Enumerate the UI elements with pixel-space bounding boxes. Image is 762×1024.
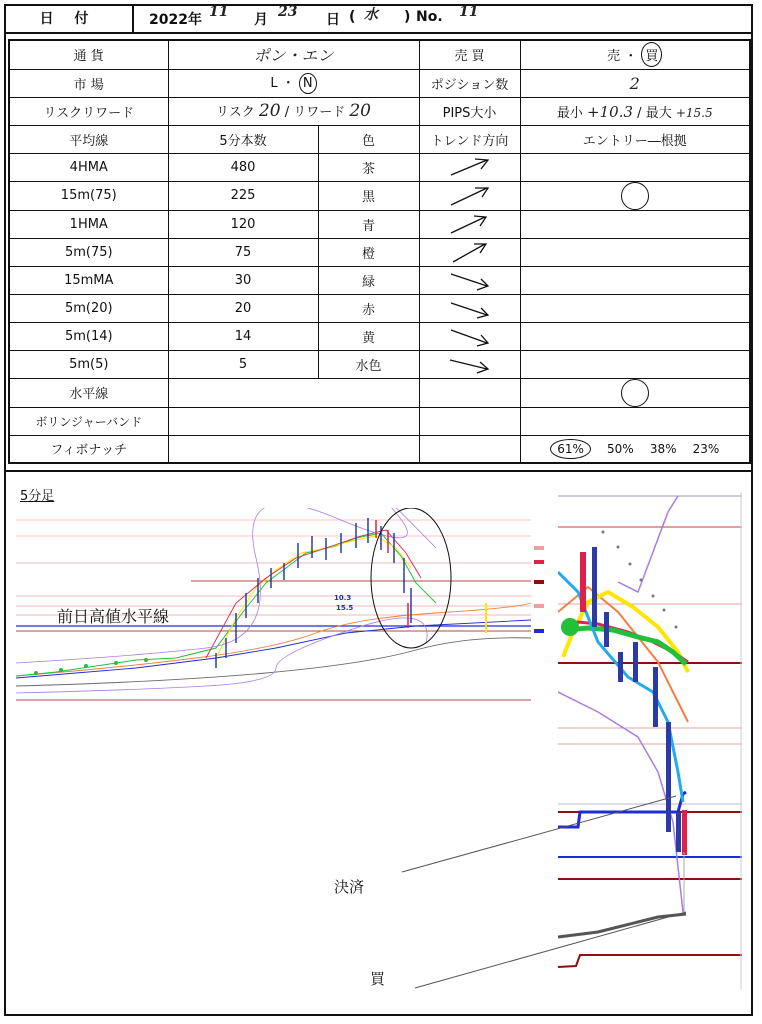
ma-row (9, 266, 750, 294)
fibonacci-row (9, 435, 750, 463)
month-label: 月 (254, 12, 268, 28)
ma-entry (520, 350, 750, 378)
zoom-green-marker (561, 618, 579, 636)
entry-circle-mark (621, 182, 649, 210)
risk-reward-label: リスクリワード (9, 97, 168, 125)
ma-entry (520, 210, 750, 238)
horizontal-trend-empty (419, 378, 520, 407)
ma-entry (520, 294, 750, 322)
ma-name: 5m(5) (9, 350, 168, 378)
position-label: ポジション数 (419, 69, 520, 97)
chart-section-title: 5分足 (20, 489, 55, 504)
ma-color: 水色 (318, 350, 419, 378)
ma-entry (520, 181, 750, 210)
day-label: 日 (326, 12, 340, 28)
weekday-value: 水 (364, 7, 378, 23)
ma-color: 赤 (318, 294, 419, 322)
currency-row (9, 40, 750, 69)
bollinger-empty (168, 407, 419, 435)
trade-cell (520, 40, 750, 69)
year-text: 2022年 (149, 12, 202, 28)
ma-row (9, 294, 750, 322)
ma-row (9, 181, 750, 210)
fib-level-50: 50% (607, 441, 634, 456)
pips-cell (520, 97, 750, 125)
bollinger-row (9, 407, 750, 435)
weekday-open: ( (349, 9, 356, 25)
ma-bars: 75 (168, 238, 318, 266)
ma-trend (419, 210, 520, 238)
ma-row (9, 350, 750, 378)
ma-header-row (9, 125, 750, 153)
ma-name: 4HMA (9, 153, 168, 181)
no-label: No. (416, 9, 443, 25)
ma-bars: 30 (168, 266, 318, 294)
market-n-circled: N (299, 73, 317, 94)
ma-bars: 20 (168, 294, 318, 322)
ma-trend (419, 238, 520, 266)
trend-up-arrow-icon (445, 212, 495, 236)
chart-label-15-5: 15.5 (336, 604, 354, 612)
trend-down-arrow-icon (445, 268, 495, 292)
ma-trend (419, 266, 520, 294)
ma-color: 橙 (318, 238, 419, 266)
position-value: 2 (520, 69, 750, 97)
ma-name: 15mMA (9, 266, 168, 294)
zoomed-chart-image (558, 492, 742, 990)
trade-buy-circled: 買 (641, 42, 662, 67)
ma-name: 5m(75) (9, 238, 168, 266)
ma-color: 緑 (318, 266, 419, 294)
entry-header: エントリー―根拠 (520, 125, 750, 153)
ma-name: 15m(75) (9, 181, 168, 210)
trend-up-arrow-icon (445, 184, 495, 208)
trade-label: 売 買 (419, 40, 520, 69)
ma-row (9, 210, 750, 238)
fib-level-38: 38% (649, 441, 677, 456)
bollinger-trend-empty (419, 407, 520, 435)
reward-label: / リワード (284, 105, 346, 120)
currency-value: ポン・エン (168, 40, 419, 69)
price-scale (531, 508, 546, 718)
ma-color: 黄 (318, 322, 419, 350)
chart-label-10-3: 10.3 (334, 594, 352, 602)
risk-reward-cell (168, 97, 419, 125)
market-l: L (270, 76, 278, 91)
trade-dot: ・ (624, 49, 638, 65)
ma-name: 5m(20) (9, 294, 168, 322)
fibonacci-empty (168, 435, 419, 463)
entry-circle-mark (621, 379, 649, 407)
ma-trend (419, 322, 520, 350)
horizontal-line-row (9, 378, 750, 407)
section-divider (4, 470, 753, 472)
pips-max-value: +15.5 (675, 105, 713, 120)
fib-level-61: 61% (550, 439, 591, 459)
market-label: 市 場 (9, 69, 168, 97)
risk-reward-row (9, 97, 750, 125)
ma-bars: 480 (168, 153, 318, 181)
ma-bars: 225 (168, 181, 318, 210)
ma-bars: 120 (168, 210, 318, 238)
prev-day-high-annotation: 前日高値水平線 (57, 607, 170, 626)
horizontal-empty (168, 378, 419, 407)
ma-color: 青 (318, 210, 419, 238)
ma-name: 5m(14) (9, 322, 168, 350)
ma-color: 黒 (318, 181, 419, 210)
ma-entry (520, 322, 750, 350)
risk-label: リスク (216, 105, 255, 120)
market-row (9, 69, 750, 97)
ma-entry (520, 266, 750, 294)
ma-row (9, 322, 750, 350)
ma-trend (419, 153, 520, 181)
trend-down-arrow-icon (445, 296, 495, 320)
ma-entry (520, 238, 750, 266)
buy-annotation: 買 (370, 970, 386, 988)
date-label: 日 付 (4, 4, 134, 32)
pips-sep: / (637, 105, 642, 121)
trend-header: トレンド方向 (419, 125, 520, 153)
trend-up-arrow-icon (445, 155, 495, 179)
pips-label: PIPS大小 (419, 97, 520, 125)
bollinger-label: ボリンジャーバンド (9, 407, 168, 435)
reward-value: 20 (349, 101, 371, 121)
ma-header: 平均線 (9, 125, 168, 153)
bars-header: 5分本数 (168, 125, 318, 153)
ma-row (9, 238, 750, 266)
trade-table (8, 39, 751, 464)
ma-trend (419, 294, 520, 322)
pips-max-label: 最大 (645, 105, 672, 121)
trend-up-arrow-icon (445, 240, 495, 264)
month-value: 11 (209, 4, 229, 20)
horizontal-label: 水平線 (9, 378, 168, 407)
bollinger-entry (520, 407, 750, 435)
ma-row (9, 153, 750, 181)
horizontal-entry (520, 378, 750, 407)
pips-min-value: +10.3 (587, 102, 634, 121)
ma-bars: 5 (168, 350, 318, 378)
pips-min-label: 最小 (556, 105, 583, 121)
settle-annotation: 決済 (334, 878, 365, 896)
header-row (4, 4, 753, 34)
ma-entry (520, 153, 750, 181)
record-number: 11 (459, 4, 479, 20)
currency-label: 通 貨 (9, 40, 168, 69)
trade-sell: 売 (607, 49, 621, 65)
fibonacci-trend-empty (419, 435, 520, 463)
trend-down-arrow-icon (445, 352, 495, 376)
fibonacci-label: フィボナッチ (9, 435, 168, 463)
ma-bars: 14 (168, 322, 318, 350)
ma-color: 茶 (318, 153, 419, 181)
ma-name: 1HMA (9, 210, 168, 238)
ma-trend (419, 181, 520, 210)
fib-level-23: 23% (692, 441, 720, 456)
risk-value: 20 (258, 101, 281, 121)
color-header: 色 (318, 125, 419, 153)
fibonacci-levels (520, 435, 750, 463)
ma-trend (419, 350, 520, 378)
trend-down-arrow-icon (445, 324, 495, 348)
day-value: 23 (278, 4, 298, 20)
market-cell (168, 69, 419, 97)
market-dot: ・ (281, 76, 295, 91)
weekday-close: ) (404, 9, 411, 25)
